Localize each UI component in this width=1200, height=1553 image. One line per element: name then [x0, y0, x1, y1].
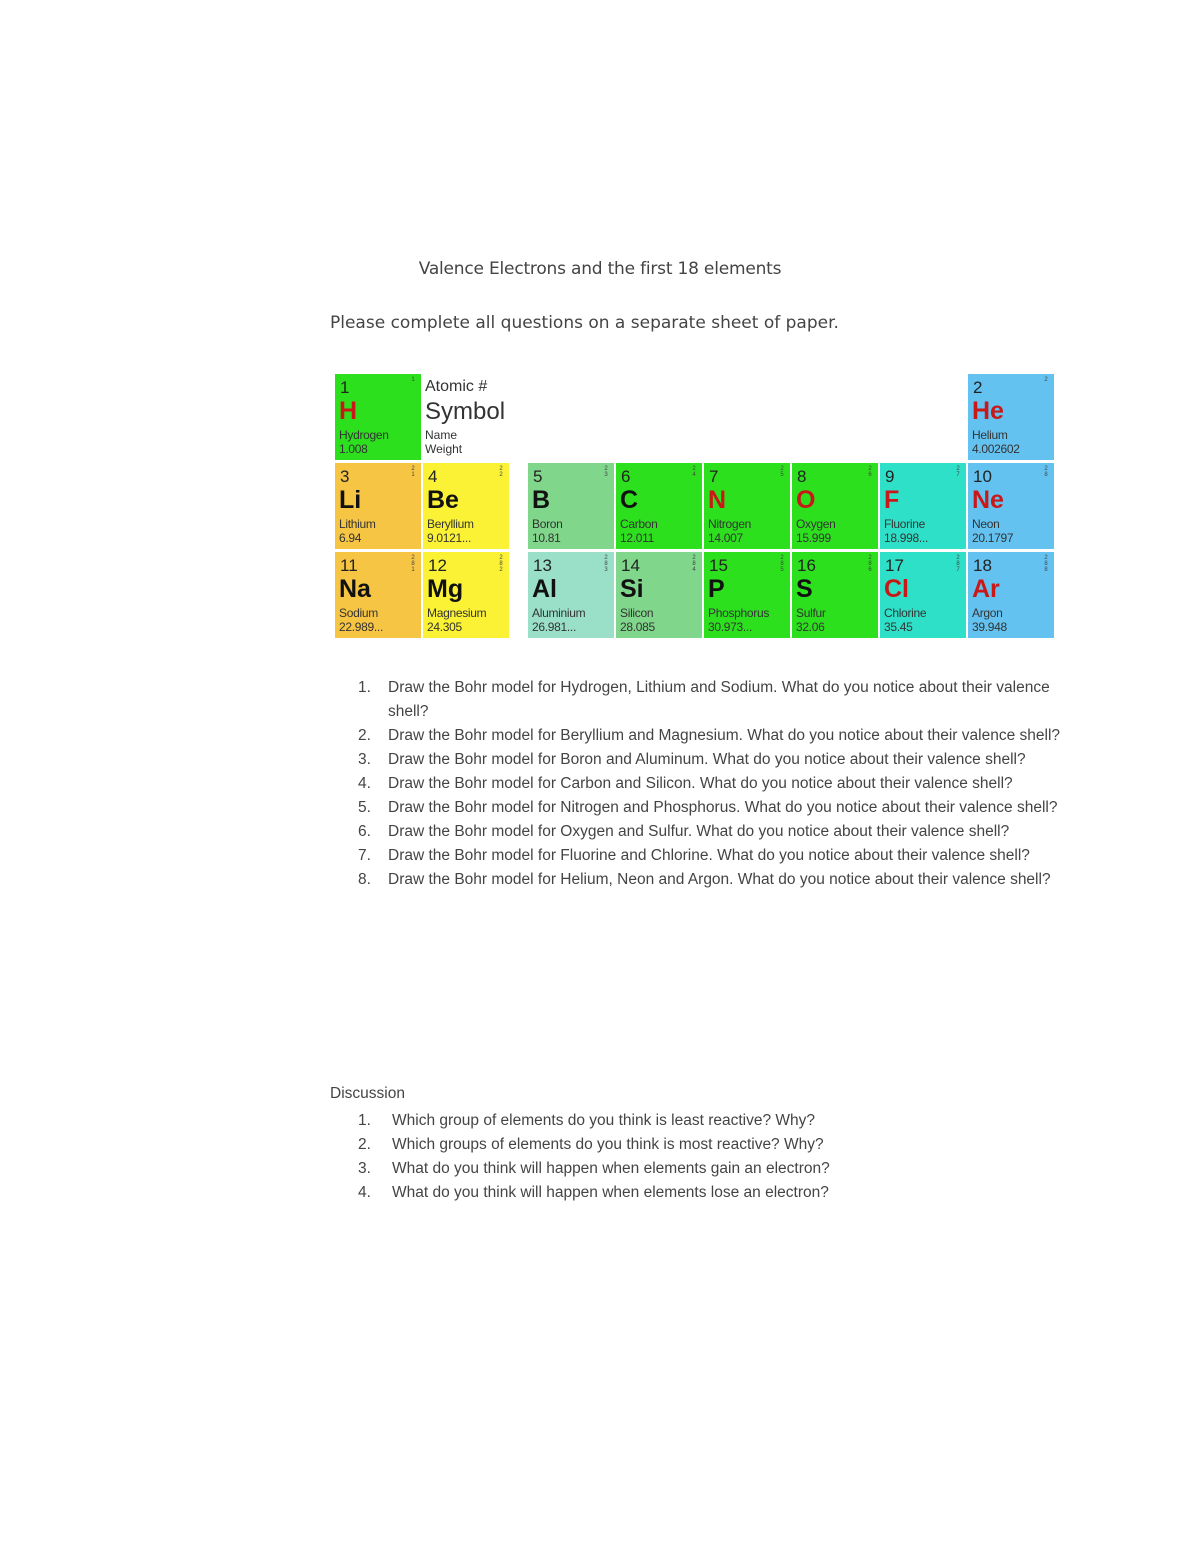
element-symbol: Ar [972, 575, 1000, 603]
question-number: 7. [358, 847, 371, 864]
element-symbol: C [620, 486, 639, 514]
atomic-number: 3 [340, 467, 350, 486]
question-item [358, 796, 1088, 820]
atomic-weight: 18.998... [884, 531, 929, 545]
electron-shells: 286 [868, 555, 872, 573]
electron-shells: 285 [780, 555, 784, 573]
question-text: Draw the Bohr model for Nitrogen and Phosphorus. What do you notice about their valence shell? [388, 799, 1058, 816]
discussion-number: 2. [358, 1136, 371, 1153]
electron-shells: 283 [604, 555, 608, 573]
element-symbol: S [796, 575, 813, 603]
atomic-number: 10 [973, 467, 992, 486]
atomic-weight: 4.002602 [972, 442, 1020, 456]
element-name: Nitrogen [708, 517, 751, 531]
question-item [358, 868, 1088, 892]
element-cell-silicon [616, 552, 702, 638]
atomic-weight: 28.085 [620, 620, 655, 634]
element-symbol: Mg [427, 575, 464, 603]
element-name: Lithium [339, 517, 376, 531]
electron-shells: 2 [1044, 377, 1048, 383]
atomic-weight: 30.973... [708, 620, 753, 634]
atomic-number: 6 [621, 467, 631, 486]
question-number: 4. [358, 775, 371, 792]
discussion-item [358, 1133, 1058, 1157]
discussion-text: Which group of elements do you think is least reactive? Why? [392, 1112, 816, 1129]
atomic-number: 5 [533, 467, 543, 486]
electron-shells: 1 [411, 377, 415, 383]
atomic-weight: 6.94 [339, 531, 362, 545]
electron-shells: 284 [692, 555, 696, 573]
atomic-number: 4 [428, 467, 438, 486]
question-text: Draw the Bohr model for Fluorine and Chlorine. What do you notice about their valence shell? [388, 847, 1030, 864]
element-name: Fluorine [884, 517, 925, 531]
atomic-number: 2 [973, 378, 983, 397]
element-name: Neon [972, 517, 1000, 531]
electron-shells: 25 [780, 466, 784, 478]
electron-shells: 23 [604, 466, 608, 478]
discussion-list [358, 1109, 1058, 1205]
atomic-weight: 20.1797 [972, 531, 1014, 545]
element-symbol: N [708, 486, 727, 514]
question-item [358, 676, 1088, 724]
question-item [358, 772, 1088, 796]
element-name: Aluminium [532, 606, 586, 620]
electron-shells: 27 [956, 466, 960, 478]
legend-atomic-number: Atomic # [425, 378, 488, 395]
element-symbol: Al [532, 575, 557, 603]
legend-cell [420, 374, 506, 460]
legend-symbol: Symbol [425, 398, 506, 425]
discussion-item [358, 1109, 1058, 1133]
atomic-number: 16 [797, 556, 816, 575]
element-cell-argon [968, 552, 1054, 638]
element-cell-neon [968, 463, 1054, 549]
element-name: Magnesium [427, 606, 487, 620]
atomic-weight: 9.0121... [427, 531, 472, 545]
element-cell-oxygen [792, 463, 878, 549]
atomic-weight: 22.989... [339, 620, 384, 634]
question-list [358, 676, 1088, 892]
instructions-text: Please complete all questions on a separate sheet of paper. [330, 313, 839, 333]
element-symbol: Na [339, 575, 371, 603]
element-name: Phosphorus [708, 606, 770, 620]
element-name: Sulfur [796, 606, 826, 620]
element-symbol: Ne [972, 486, 1004, 514]
atomic-number: 11 [340, 556, 358, 575]
question-text: Draw the Bohr model for Oxygen and Sulfur. What do you notice about their valence shell? [388, 823, 1010, 840]
question-text: Draw the Bohr model for Beryllium and Magnesium. What do you notice about their valence shell? [388, 727, 1061, 744]
atomic-weight: 15.999 [796, 531, 831, 545]
discussion-item [358, 1181, 1058, 1205]
element-cell-chlorine [880, 552, 966, 638]
element-name: Carbon [620, 517, 658, 531]
element-name: Argon [972, 606, 1003, 620]
element-symbol: F [884, 486, 900, 514]
element-symbol: Be [427, 486, 459, 514]
question-item [358, 844, 1088, 868]
element-cell-magnesium [423, 552, 509, 638]
electron-shells: 22 [499, 466, 503, 478]
element-symbol: H [339, 397, 358, 425]
question-number: 1. [358, 679, 371, 696]
legend-weight: Weight [425, 442, 463, 456]
electron-shells: 26 [868, 466, 872, 478]
atomic-number: 8 [797, 467, 807, 486]
electron-shells: 24 [692, 466, 696, 478]
element-cell-sulfur [792, 552, 878, 638]
question-text: Draw the Bohr model for Helium, Neon and Argon. What do you notice about their valence shell? [388, 871, 1051, 888]
element-cell-lithium [335, 463, 421, 549]
atomic-number: 9 [885, 467, 895, 486]
electron-shells: 281 [411, 555, 415, 573]
electron-shells: 21 [411, 466, 415, 478]
element-cell-aluminium [528, 552, 614, 638]
atomic-number: 13 [533, 556, 552, 575]
atomic-number: 12 [428, 556, 447, 575]
discussion-number: 3. [358, 1160, 371, 1177]
element-cell-hydrogen [335, 374, 421, 460]
electron-shells: 287 [956, 555, 960, 573]
discussion-text: What do you think will happen when elements lose an electron? [392, 1184, 829, 1201]
element-symbol: P [708, 575, 725, 603]
legend-name: Name [425, 428, 458, 442]
element-symbol: Li [339, 486, 362, 514]
atomic-weight: 12.011 [620, 531, 655, 545]
question-number: 2. [358, 727, 371, 744]
element-cell-nitrogen [704, 463, 790, 549]
element-symbol: B [532, 486, 551, 514]
element-symbol: O [796, 486, 816, 514]
question-item [358, 820, 1088, 844]
element-name: Oxygen [796, 517, 836, 531]
electron-shells: 288 [1044, 555, 1048, 573]
discussion-heading: Discussion [330, 1085, 405, 1102]
element-cell-boron [528, 463, 614, 549]
document-title: Valence Electrons and the first 18 elements [418, 259, 782, 279]
element-symbol: He [972, 397, 1004, 425]
element-name: Helium [972, 428, 1008, 442]
question-number: 6. [358, 823, 371, 840]
discussion-number: 4. [358, 1184, 371, 1201]
discussion-number: 1. [358, 1112, 371, 1129]
element-name: Boron [532, 517, 563, 531]
atomic-number: 18 [973, 556, 992, 575]
element-symbol: Si [620, 575, 644, 603]
element-name: Chlorine [884, 606, 927, 620]
atomic-weight: 26.981... [532, 620, 577, 634]
discussion-text: Which groups of elements do you think is most reactive? Why? [392, 1136, 824, 1153]
question-number: 5. [358, 799, 371, 816]
question-item [358, 724, 1088, 748]
atomic-number: 7 [709, 467, 719, 486]
element-name: Sodium [339, 606, 378, 620]
electron-shells: 28 [1044, 466, 1048, 478]
atomic-weight: 32.06 [796, 620, 825, 634]
element-name: Beryllium [427, 517, 474, 531]
atomic-weight: 10.81 [532, 531, 561, 545]
electron-shells: 282 [499, 555, 503, 573]
question-item [358, 748, 1088, 772]
element-name: Silicon [620, 606, 654, 620]
discussion-text: What do you think will happen when elements gain an electron? [392, 1160, 830, 1177]
atomic-weight: 24.305 [427, 620, 462, 634]
question-text: Draw the Bohr model for Boron and Aluminum. What do you notice about their valence shell? [388, 751, 1026, 768]
element-cell-helium [968, 374, 1054, 460]
question-number: 3. [358, 751, 371, 768]
question-number: 8. [358, 871, 371, 888]
element-cell-sodium [335, 552, 421, 638]
atomic-weight: 14.007 [708, 531, 743, 545]
atomic-number: 14 [621, 556, 640, 575]
question-text: Draw the Bohr model for Carbon and Silicon. What do you notice about their valence shell? [388, 775, 1013, 792]
element-cell-phosphorus [704, 552, 790, 638]
atomic-number: 17 [885, 556, 904, 575]
element-cell-beryllium [423, 463, 509, 549]
element-symbol: Cl [884, 575, 909, 603]
atomic-weight: 1.008 [339, 442, 368, 456]
atomic-number: 15 [709, 556, 728, 575]
atomic-weight: 35.45 [884, 620, 913, 634]
atomic-number: 1 [340, 378, 350, 397]
element-cell-carbon [616, 463, 702, 549]
discussion-item [358, 1157, 1058, 1181]
element-cell-fluorine [880, 463, 966, 549]
question-text: Draw the Bohr model for Hydrogen, Lithium and Sodium. What do you notice about their valence shell? [388, 679, 1050, 720]
element-name: Hydrogen [339, 428, 389, 442]
atomic-weight: 39.948 [972, 620, 1007, 634]
